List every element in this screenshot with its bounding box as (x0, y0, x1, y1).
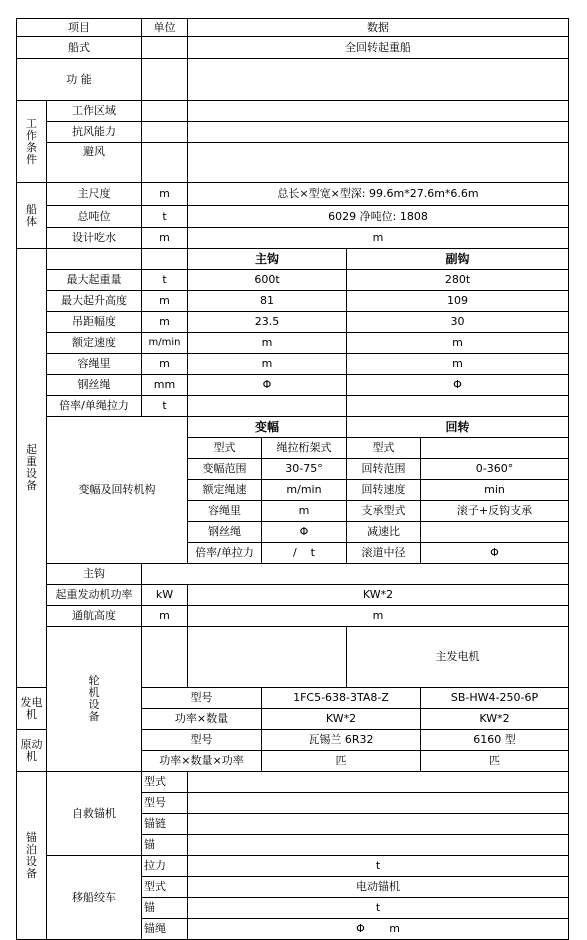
prime-mover-label: 原动机 (17, 730, 47, 772)
winch-label: 移船绞车 (47, 856, 142, 940)
mech-row: 容绳里 m 支承型式 滚子+反钩支承 (17, 501, 569, 522)
power-label: 起重发动机功率 (47, 585, 142, 606)
mech-row: 型式 绳拉桁架式 型式 (17, 438, 569, 459)
hull-row (17, 206, 569, 228)
wind-label: 抗风能力 (47, 122, 142, 143)
crane-row: 最大起重量 t 600t 280t (17, 270, 569, 291)
anchor-row: 锚链 (17, 814, 569, 835)
slewing-header: 回转 (347, 417, 569, 438)
ton-unit: t (142, 206, 188, 228)
ton-label: 总吨位 (47, 206, 142, 228)
ship-type-row (17, 37, 569, 59)
draft-value: m (188, 228, 569, 249)
function-label: 功 能 (17, 59, 142, 101)
windlass-label: 自救锚机 (47, 772, 142, 856)
main-hook-header: 主钩 (188, 249, 347, 270)
mech-header-row (17, 417, 569, 438)
anchor-row: 锚 t (17, 898, 569, 919)
mech-row: 变幅范围 30-75° 回转范围 0-360° (17, 459, 569, 480)
crane-row: 额定速度 m/min m m (17, 333, 569, 354)
engine-row: 发电机 型号 1FC5-638-3TA8-Z SB-HW4-250-6P (17, 688, 569, 709)
luffing-header: 变幅 (188, 417, 347, 438)
anchor-row: 锚绳 Φ m (17, 919, 569, 940)
mech-label: 变幅及回转机构 (47, 417, 188, 564)
power-row (17, 585, 569, 606)
anchor-row: 锚 (17, 835, 569, 856)
working-row (17, 101, 569, 122)
hull-row (17, 183, 569, 206)
crane-row: 倍率/单绳拉力 t (17, 396, 569, 417)
header-data: 数据 (188, 19, 569, 37)
anchor-row: 移船绞车 拉力 t (17, 856, 569, 877)
anchor-row: 锚 泊 设 备 自救锚机 型式 (17, 772, 569, 793)
working-area-label: 工作区域 (47, 101, 142, 122)
crane-row: 吊距幅度 m 23.5 30 (17, 312, 569, 333)
engine-row: 功率×数量 KW*2 KW*2 (17, 709, 569, 730)
main-hook-row (17, 564, 569, 585)
crane-group-label: 起 重 设 备 (17, 249, 47, 688)
crane-hook-header (17, 249, 569, 270)
hull-row (17, 228, 569, 249)
engine-header-row (17, 627, 569, 688)
dim-value: 总长×型宽×型深: 99.6m*27.6m*6.6m (188, 183, 569, 206)
clearance-unit: m (142, 606, 188, 627)
generator-label: 发电机 (17, 688, 47, 730)
clearance-row (17, 606, 569, 627)
dim-label: 主尺度 (47, 183, 142, 206)
draft-label: 设计吃水 (47, 228, 142, 249)
mech-row: 倍率/单拉力 / t 滚道中径 Φ (17, 543, 569, 564)
mech-row: 钢丝绳 Φ 减速比 (17, 522, 569, 543)
header-item: 项目 (17, 19, 142, 37)
engine-group-label: 轮 机 设 备 (47, 627, 142, 772)
dim-unit: m (142, 183, 188, 206)
working-row (17, 143, 569, 183)
anchor-group-label: 锚 泊 设 备 (17, 772, 47, 940)
mech-row: 额定绳速 m/min 回转速度 min (17, 480, 569, 501)
power-value: KW*2 (188, 585, 569, 606)
ton-value: 6029 净吨位: 1808 (188, 206, 569, 228)
header-row (17, 19, 569, 37)
hull-group-label: 船 体 (17, 183, 47, 249)
anchor-row: 型式 电动锚机 (17, 877, 569, 898)
clearance-label: 通航高度 (47, 606, 142, 627)
spec-table (16, 18, 569, 940)
main-hook-label: 主钩 (47, 564, 142, 585)
anchor-row: 型号 (17, 793, 569, 814)
crane-row: 最大起升高度 m 81 109 (17, 291, 569, 312)
header-unit: 单位 (142, 19, 188, 37)
shelter-label: 避风 (47, 143, 142, 183)
main-gen-header: 主发电机 (347, 627, 569, 688)
function-row (17, 59, 569, 101)
ship-type-value: 全回转起重船 (188, 37, 569, 59)
clearance-value: m (188, 606, 569, 627)
power-unit: kW (142, 585, 188, 606)
working-row (17, 122, 569, 143)
working-group-label: 工 作 条 件 (17, 101, 47, 183)
ship-type-label: 船式 (17, 37, 142, 59)
aux-hook-header: 副钩 (347, 249, 569, 270)
engine-row: 功率×数量×功率 匹 匹 (17, 751, 569, 772)
draft-unit: m (142, 228, 188, 249)
crane-row: 钢丝绳 mm Φ Φ (17, 375, 569, 396)
engine-row: 原动机 型号 瓦锡兰 6R32 6160 型 (17, 730, 569, 751)
crane-row: 容绳里 m m m (17, 354, 569, 375)
